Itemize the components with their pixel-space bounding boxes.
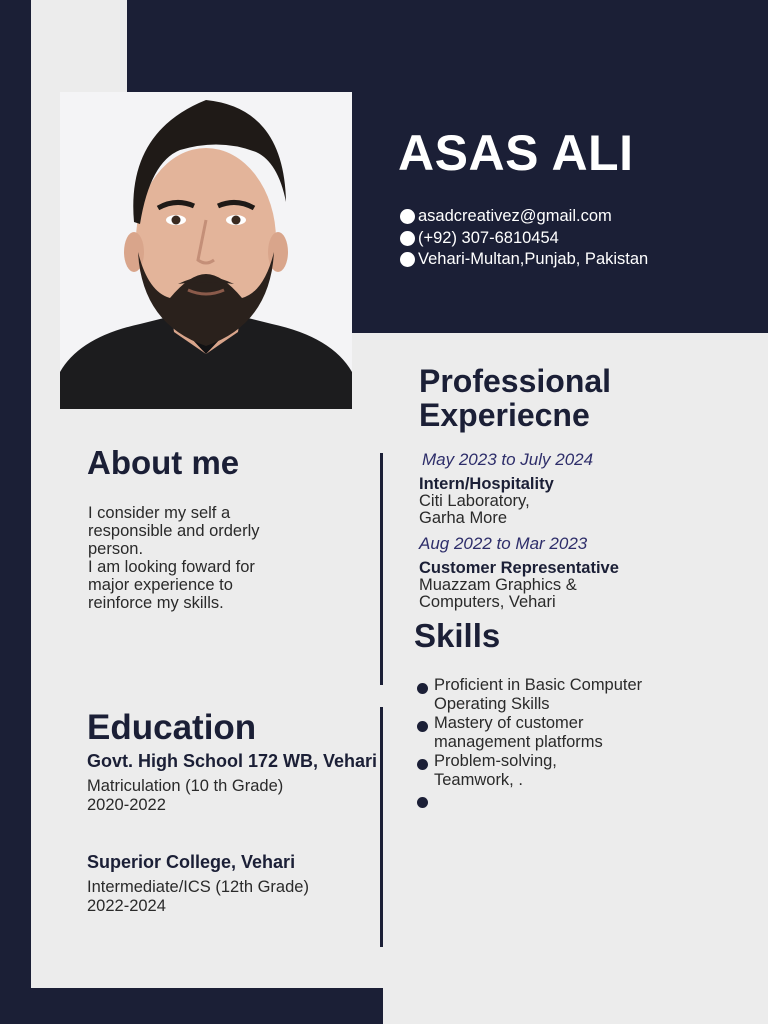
skill-line: management platforms bbox=[434, 733, 603, 751]
profile-photo bbox=[60, 92, 352, 409]
skill-item bbox=[417, 752, 707, 790]
experience-role: Customer Representative bbox=[419, 559, 619, 577]
skill-line: Operating Skills bbox=[434, 695, 550, 713]
about-line: responsible and orderly bbox=[88, 522, 260, 540]
bullet-icon bbox=[417, 797, 428, 808]
school-name: Superior College, Vehari bbox=[87, 852, 296, 872]
experience-dates: Aug 2022 to Mar 2023 bbox=[419, 534, 588, 553]
experience-org: Citi Laboratory, bbox=[419, 492, 530, 510]
years-text: 2020-2022 bbox=[87, 796, 166, 814]
about-line: person. bbox=[88, 540, 144, 558]
experience-heading-line: Experiecne bbox=[419, 397, 590, 433]
skill-line: Proficient in Basic Computer bbox=[434, 676, 643, 694]
bullet-icon bbox=[400, 252, 415, 267]
email-row bbox=[400, 206, 648, 228]
phone-text: (+92) 307-6810454 bbox=[418, 228, 559, 247]
skills-list bbox=[417, 676, 707, 808]
skill-line: Teamwork, . bbox=[434, 771, 523, 789]
skill-item bbox=[417, 714, 707, 752]
experience-dates: May 2023 to July 2024 bbox=[422, 450, 594, 469]
column-divider bbox=[380, 707, 383, 947]
skill-text bbox=[434, 676, 642, 714]
address-row bbox=[400, 249, 648, 271]
skill-item-empty bbox=[417, 790, 707, 808]
email-text: asadcreativez@gmail.com bbox=[418, 207, 612, 225]
about-line: I am looking foward for bbox=[88, 558, 255, 576]
experience-item bbox=[419, 535, 619, 611]
experience-org: Muazzam Graphics & bbox=[419, 576, 577, 594]
experience-org: Garha More bbox=[419, 509, 508, 527]
skill-line: Mastery of customer bbox=[434, 714, 584, 732]
bullet-icon bbox=[400, 209, 415, 224]
address-text: Vehari-Multan,Punjab, Pakistan bbox=[418, 250, 649, 268]
skill-text bbox=[434, 752, 557, 790]
experience-heading-line: Professional bbox=[419, 363, 612, 399]
skill-line: Problem-solving, bbox=[434, 752, 557, 770]
person-portrait-icon bbox=[60, 92, 352, 409]
skill-text bbox=[434, 714, 603, 752]
bullet-icon bbox=[417, 721, 428, 732]
bullet-icon bbox=[417, 683, 428, 694]
skills-heading: Skills bbox=[414, 617, 501, 654]
experience-org: Computers, Vehari bbox=[419, 593, 556, 611]
experience-role: Intern/Hospitality bbox=[419, 475, 554, 493]
bullet-icon bbox=[417, 759, 428, 770]
education-item bbox=[87, 752, 377, 815]
column-divider bbox=[380, 453, 383, 685]
phone-row bbox=[400, 228, 648, 250]
bullet-icon bbox=[400, 231, 415, 246]
skill-item bbox=[417, 676, 707, 714]
degree-text: Intermediate/ICS (12th Grade) bbox=[87, 878, 309, 896]
about-line: I consider my self a bbox=[88, 504, 231, 522]
experience-heading bbox=[419, 364, 611, 432]
school-name: Govt. High School 172 WB, Vehari bbox=[87, 751, 378, 771]
years-text: 2022-2024 bbox=[87, 897, 166, 915]
about-line: reinforce my skills. bbox=[88, 594, 224, 612]
candidate-name: ASAS ALI bbox=[398, 125, 634, 181]
bottom-light-strip bbox=[383, 988, 768, 1024]
experience-item bbox=[419, 451, 593, 527]
education-item bbox=[87, 853, 309, 916]
contact-info bbox=[400, 206, 648, 271]
degree-text: Matriculation (10 th Grade) bbox=[87, 777, 284, 795]
education-heading: Education bbox=[87, 708, 257, 747]
about-text bbox=[88, 504, 318, 612]
about-line: major experience to bbox=[88, 576, 233, 594]
about-heading: About me bbox=[87, 444, 240, 481]
left-strip-background bbox=[31, 0, 127, 92]
